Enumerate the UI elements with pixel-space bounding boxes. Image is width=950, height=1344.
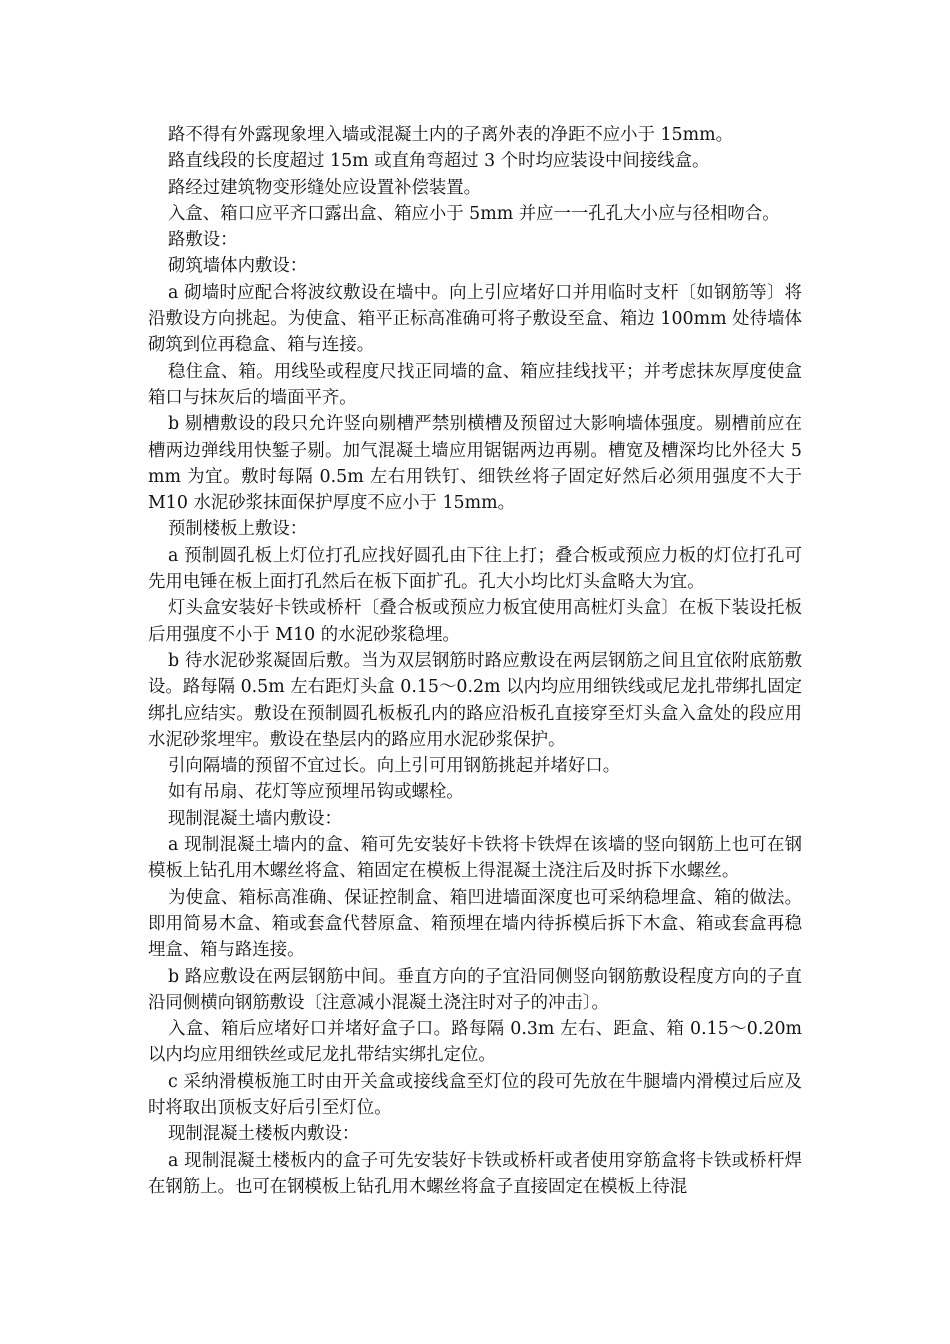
paragraph: 路经过建筑物变形缝处应设置补偿装置。	[168, 177, 482, 198]
paragraph: 如有吊扇、花灯等应预埋吊钩或螺栓。	[168, 782, 464, 803]
subsection-heading: 现制混凝土楼板内敷设：	[168, 1124, 360, 1145]
paragraph: 稳住盒、箱。用线坠或程度尺找正同墙的盒、箱应挂线找平；并考虑抹灰厚度使盒箱口与抹灰后的墙面平齐。	[148, 361, 802, 408]
paragraph: c 采纳滑模板施工时由开关盒或接线盒至灯位的段可先放在牛腿墙内滑模过后应及时将取出顶板支好后引至灯位。	[148, 1071, 802, 1118]
paragraph: b 剔槽敷设的段只允许竖向剔槽严禁别横槽及预留过大影响墙体强度。剔槽前应在槽两边弹线用快錾子剔。加气混凝土墙应用锯锯两边再剔。槽宽及槽深均比外径大 5mm 为宜。敷时每隔 0.5m 左右用铁钉、细铁丝将子固定好然后必须用强度不大于 M10 水泥砂浆抹面保护厚度不应小于 15mm。	[148, 414, 802, 514]
document-body	[148, 122, 802, 1200]
paragraph: 入盒、箱口应平齐口露出盒、箱应小于 5mm 并应一一孔孔大小应与径相吻合。	[168, 203, 780, 224]
paragraph: 灯头盒安装好卡铁或桥杆〔叠合板或预应力板宜使用高桩灯头盒〕在板下装设托板后用强度不小于 M10 的水泥砂浆稳埋。	[148, 598, 802, 645]
subsection-heading: 现制混凝土墙内敷设：	[168, 808, 342, 829]
paragraph: a 现制混凝土墙内的盒、箱可先安装好卡铁将卡铁焊在该墙的竖向钢筋上也可在钢模板上钻孔用木螺丝将盒、箱固定在模板上得混凝土浇注后及时拆下水螺丝。	[148, 835, 802, 882]
paragraph: a 预制圆孔板上灯位打孔应找好圆孔由下往上打；叠合板或预应力板的灯位打孔可先用电锤在板上面打孔然后在板下面扩孔。孔大小均比灯头盒略大为宜。	[148, 545, 802, 593]
subsection-heading: 砌筑墙体内敷设：	[168, 256, 308, 277]
section-heading: 路敷设：	[168, 230, 238, 251]
paragraph: 引向隔墙的预留不宜过长。向上引可用钢筋挑起并堵好口。	[168, 756, 621, 777]
paragraph: 为使盒、箱标高准确、保证控制盒、箱凹进墙面深度也可采纳稳埋盒、箱的做法。即用简易木盒、箱或套盒代替原盒、箱预埋在墙内待拆模后拆下木盒、箱或套盒再稳埋盒、箱与路连接。	[148, 887, 802, 961]
subsection-heading: 预制楼板上敷设：	[168, 519, 308, 540]
paragraph: b 路应敷设在两层钢筋中间。垂直方向的子宜沿同侧竖向钢筋敷设程度方向的子直沿同侧横向钢筋敷设〔注意减小混凝土浇注时对子的冲击〕。	[148, 966, 802, 1013]
paragraph: b 待水泥砂浆凝固后敷。当为双层钢筋时路应敷设在两层钢筋之间且宜依附底筋敷设。路每隔 0.5m 左右距灯头盒 0.15～0.2m 以内均应用细铁线或尼龙扎带绑扎固定绑扎应结实。敷设在预制圆孔板板孔内的路应沿板孔直接穿至灯头盒入盒处的段应用水泥砂浆埋牢。敷设在垫层内的路应用水泥砂浆保护。	[148, 650, 802, 750]
paragraph: a 砌墙时应配合将波纹敷设在墙中。向上引应堵好口并用临时支杆〔如钢筋等〕将沿敷设方向挑起。为使盒、箱平正标高准确可将子敷设至盒、箱边 100mm 处待墙体砌筑到位再稳盒、箱与连接。	[148, 282, 802, 356]
paragraph: 路直线段的长度超过 15m 或直角弯超过 3 个时均应装设中间接线盒。	[168, 151, 710, 172]
paragraph: 路不得有外露现象埋入墙或混凝土内的子离外表的净距不应小于 15mm。	[168, 125, 733, 145]
paragraph: 入盒、箱后应堵好口并堵好盒子口。路每隔 0.3m 左右、距盒、箱 0.15～0.20m 以内均应用细铁丝或尼龙扎带结实绑扎定位。	[148, 1019, 802, 1066]
paragraph: a 现制混凝土楼板内的盒子可先安装好卡铁或桥杆或者使用穿筋盒将卡铁或桥杆焊在钢筋上。也可在钢模板上钻孔用木螺丝将盒子直接固定在模板上待混	[148, 1150, 802, 1197]
